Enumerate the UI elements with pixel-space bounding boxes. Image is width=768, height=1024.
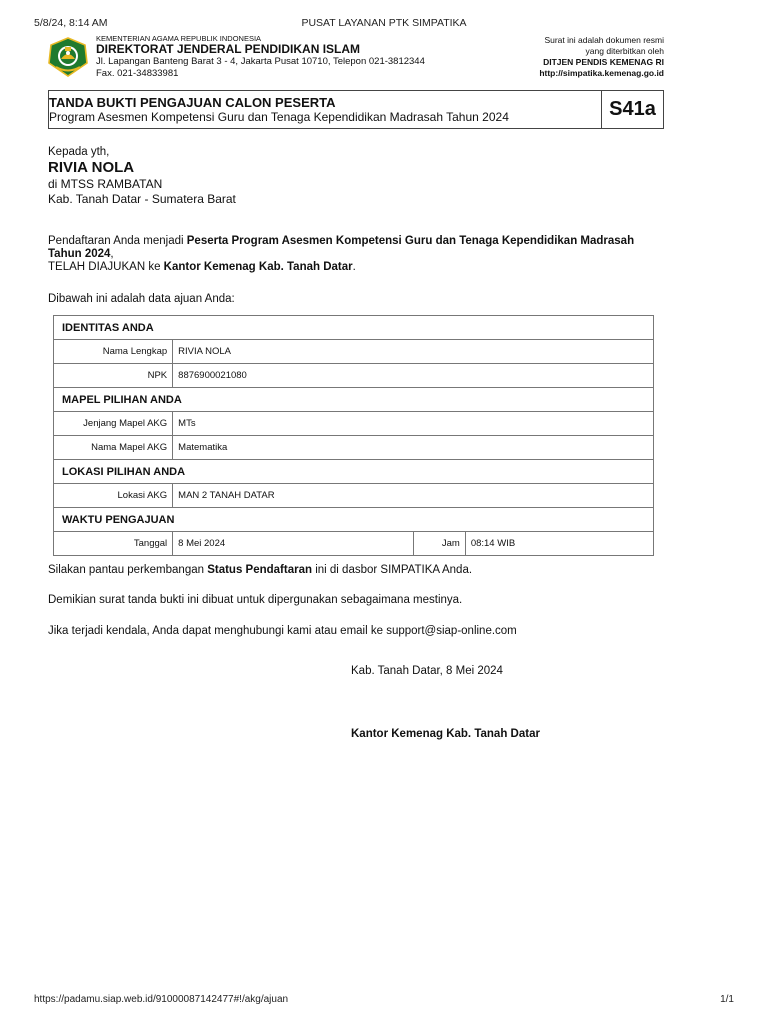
official-note [539, 35, 664, 79]
closing-paragraph: Demikian surat tanda bukti ini dibuat untuk dipergunakan sebagaimana mestinya. [48, 594, 463, 606]
table-row [54, 484, 654, 508]
registration-paragraph [48, 235, 664, 274]
value-mapel: Matematika [173, 436, 654, 460]
title-box [48, 90, 664, 129]
status-text-a: Silakan pantau perkembangan [48, 564, 208, 576]
department-address: Jl. Lapangan Banteng Barat 3 - 4, Jakarta Pusat 10710, Telepon 021-3812344 [96, 56, 425, 67]
label-jenjang: Jenjang Mapel AKG [54, 412, 173, 436]
status-link-text: Status Pendaftaran [207, 564, 313, 576]
submitted-office: Kantor Kemenag Kab. Tanah Datar [163, 261, 353, 273]
value-jenjang: MTs [173, 412, 654, 436]
letterhead [48, 34, 664, 84]
submission-data-table [53, 315, 654, 556]
table-row [54, 508, 654, 532]
registration-text-c: , [110, 248, 114, 260]
department-name: DIREKTORAT JENDERAL PENDIDIKAN ISLAM [96, 42, 361, 56]
table-row [54, 436, 654, 460]
section-mapel: MAPEL PILIHAN ANDA [54, 388, 654, 412]
document-subtitle: Program Asesmen Kompetensi Guru dan Tenaga Kependidikan Madrasah Tahun 2024 [49, 110, 509, 124]
document-code: S41a [601, 91, 663, 128]
status-paragraph [48, 564, 664, 577]
table-row [54, 388, 654, 412]
signature-office [351, 728, 540, 740]
table-row [54, 460, 654, 484]
signature-office-name: Kantor Kemenag Kab. Tanah Datar [351, 728, 540, 740]
official-note-line2: yang diterbitkan oleh [585, 46, 664, 56]
print-url: https://padamu.siap.web.id/91000087142477#!/akg/ajuan [34, 994, 289, 1005]
submitted-end: . [352, 261, 356, 273]
table-row [54, 316, 654, 340]
recipient-school: di MTSS RAMBATAN [48, 177, 163, 191]
issuer-name: DITJEN PENDIS KEMENAG RI [543, 57, 664, 67]
registration-text-a: Pendaftaran Anda menjadi [48, 235, 187, 247]
letterhead-text [96, 34, 425, 80]
label-tanggal: Tanggal [54, 532, 173, 556]
official-note-line1: Surat ini adalah dokumen resmi [544, 35, 664, 45]
status-text-c: ini di dasbor SIMPATIKA Anda. [312, 564, 473, 576]
data-intro: Dibawah ini adalah data ajuan Anda: [48, 293, 235, 305]
program-name: Peserta Program Asesmen Kompetensi Guru dan Tenaga Kependidikan Madrasah Tahun 2024 [48, 235, 635, 260]
label-jam: Jam [413, 532, 465, 556]
label-npk: NPK [54, 364, 173, 388]
submitted-text: TELAH DIAJUKAN ke [48, 261, 164, 273]
section-waktu: WAKTU PENGAJUAN [54, 508, 654, 532]
document-title: TANDA BUKTI PENGAJUAN CALON PESERTA [49, 95, 336, 110]
ministry-name: KEMENTERIAN AGAMA REPUBLIK INDONESIA [96, 34, 262, 43]
print-datetime: 5/8/24, 8:14 AM [34, 17, 108, 29]
table-row [54, 412, 654, 436]
value-npk: 8876900021080 [173, 364, 654, 388]
value-full-name: RIVIA NOLA [173, 340, 654, 364]
label-full-name: Nama Lengkap [54, 340, 173, 364]
document-page [48, 34, 664, 740]
contact-paragraph: Jika terjadi kendala, Anda dapat menghubungi kami atau email ke support@siap-online.com [48, 625, 517, 637]
print-header [34, 17, 734, 31]
title-box-main [49, 91, 601, 128]
print-footer [34, 994, 734, 1008]
section-identity: IDENTITAS ANDA [54, 316, 654, 340]
section-lokasi: LOKASI PILIHAN ANDA [54, 460, 654, 484]
table-row [54, 532, 654, 556]
recipient-block [48, 146, 664, 207]
table-row [54, 340, 654, 364]
label-mapel: Nama Mapel AKG [54, 436, 173, 460]
table-row [54, 364, 654, 388]
value-lokasi: MAN 2 TANAH DATAR [173, 484, 654, 508]
recipient-name: RIVIA NOLA [48, 159, 135, 176]
label-lokasi: Lokasi AKG [54, 484, 173, 508]
value-tanggal: 8 Mei 2024 [173, 532, 413, 556]
kemenag-logo-icon [48, 37, 88, 77]
department-fax: Fax. 021-34833981 [96, 68, 179, 79]
recipient-region: Kab. Tanah Datar - Sumatera Barat [48, 192, 236, 206]
value-jam: 08:14 WIB [465, 532, 653, 556]
print-page-title: PUSAT LAYANAN PTK SIMPATIKA [301, 17, 467, 29]
signature-place-date: Kab. Tanah Datar, 8 Mei 2024 [351, 665, 503, 677]
recipient-greeting: Kepada yth, [48, 146, 110, 158]
print-page-count: 1/1 [720, 994, 734, 1005]
issuer-website: http://simpatika.kemenag.go.id [539, 68, 664, 78]
